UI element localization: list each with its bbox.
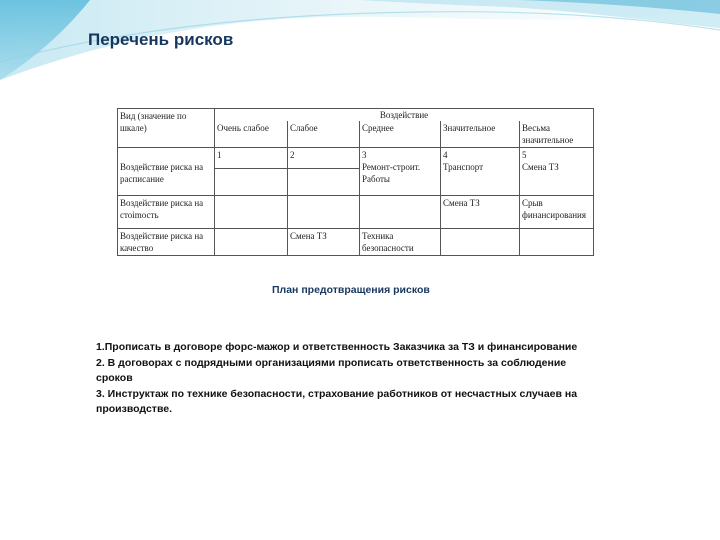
risk-table	[117, 108, 594, 256]
level-cell: Значительное	[441, 121, 520, 148]
level-cell: Слабое	[288, 121, 360, 148]
table-cell: Техника безопасности	[360, 229, 441, 256]
slide-title: Перечень рисков	[88, 30, 234, 49]
level-cell: Среднее	[360, 121, 441, 148]
cell-value: Смена ТЗ	[522, 162, 559, 172]
table-cell: Смена ТЗ	[288, 229, 360, 256]
plan-item: 2. В договорах с подрядными организациями прописать ответственность за соблюдение сроков	[96, 356, 567, 384]
table-cell: Срыв финансирования	[520, 196, 594, 229]
table-cell	[288, 169, 360, 196]
table-cell: Смена ТЗ	[441, 196, 520, 229]
table-cell	[360, 196, 441, 229]
level-number: 4	[443, 150, 448, 160]
plan-list	[96, 340, 596, 418]
table-cell	[520, 148, 594, 196]
level-number: 3	[362, 150, 367, 160]
table-header-row	[118, 109, 594, 122]
table-cell	[215, 196, 288, 229]
row-label-cell	[118, 148, 215, 196]
plan-item: 1.Прописать в договоре форс-мажор и ответственность Заказчика за ТЗ и финансирование	[96, 341, 578, 353]
level-cell: Очень слабое	[215, 121, 288, 148]
cell-value: Транспорт	[443, 162, 484, 172]
level-cell: Весьма значительное	[520, 121, 594, 148]
table-cell	[520, 229, 594, 256]
impact-header-label: Воздействие	[379, 110, 429, 120]
row-label-cell: Воздействие риска на стоimость	[118, 196, 215, 229]
table-row	[118, 148, 594, 169]
table-row	[118, 196, 594, 229]
table-cell	[360, 148, 441, 196]
impact-header-cell	[215, 109, 594, 122]
level-number-cell: 2	[288, 148, 360, 169]
table-cell	[215, 169, 288, 196]
table-corner-cell: Вид (значение по шкале)	[118, 109, 215, 148]
level-number-cell: 1	[215, 148, 288, 169]
table-row	[118, 229, 594, 256]
plan-item: 3. Инструктаж по технике безопасности, страхование работников от несчастных случаев на производстве.	[96, 387, 578, 415]
row-label-cell: Воздействие риска на качество	[118, 229, 215, 256]
table-cell	[441, 148, 520, 196]
table-cell	[215, 229, 288, 256]
cell-value: Ремонт-строит. Работы	[362, 162, 421, 184]
plan-heading: План предотвращения рисков	[272, 284, 430, 296]
table-cell	[288, 196, 360, 229]
level-number: 5	[522, 150, 527, 160]
table-cell	[441, 229, 520, 256]
row-label: Воздействие риска на расписание	[120, 162, 204, 184]
